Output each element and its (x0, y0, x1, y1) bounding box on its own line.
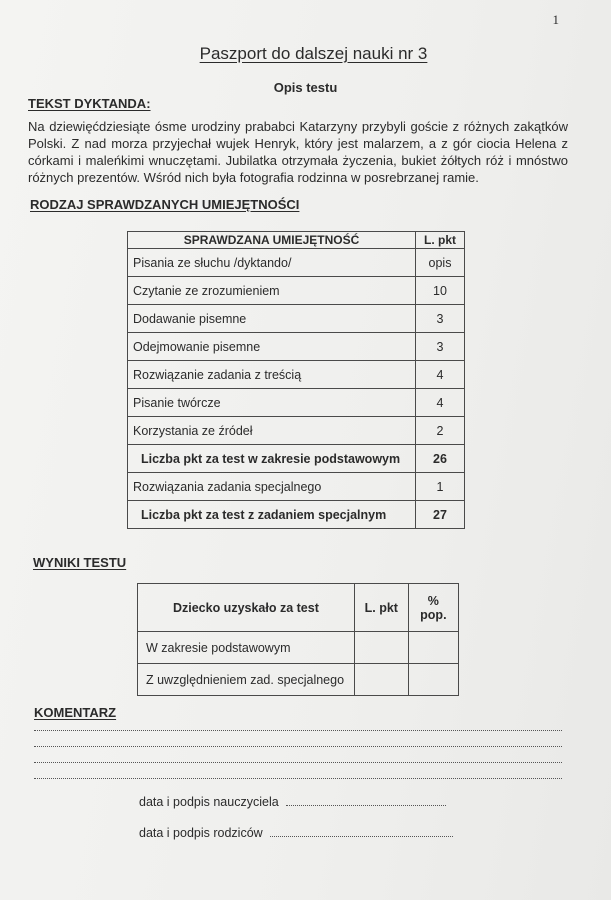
table-row (128, 361, 465, 389)
skills-table-header (128, 232, 465, 249)
skills-column-points: L. pkt (416, 232, 465, 249)
parent-signature-label: data i podpis rodziców (139, 826, 263, 840)
skill-points: 3 (416, 305, 465, 333)
skills-column-skill: SPRAWDZANA UMIEJĘTNOŚĆ (128, 232, 416, 249)
dictation-text: Na dziewięćdziesiąte ósme urodziny prababci Katarzyny przybyli goście z różnych zakątków Polski. Z nad morza przyjechał wujek Henryk, który jest malarzem, a z gór ciocia Helena z córkami i maleńkimi wnuczętami. Jubilatka otrzymała życzenia, bukiet żółtych róż i mnóstwo różnych prezentów. Wśród nich była fotografia rodzinna w posrebrzanej ramie. (28, 119, 568, 185)
table-row (128, 277, 465, 305)
comment-line[interactable] (34, 732, 562, 747)
table-row (138, 632, 459, 664)
table-row (128, 249, 465, 277)
comment-heading: KOMENTARZ (34, 705, 117, 720)
results-table (137, 583, 459, 696)
dictation-heading: TEKST DYKTANDA: (28, 96, 151, 111)
document-subtitle: Opis testu (273, 80, 338, 95)
table-row (128, 473, 465, 501)
skill-name: Odejmowanie pisemne (128, 333, 416, 361)
skill-points: 10 (416, 277, 465, 305)
subtotal-label: Liczba pkt za test w zakresie podstawowym (128, 445, 416, 473)
table-row (138, 664, 459, 696)
document-title (0, 44, 611, 64)
results-column-child: Dziecko uzyskało za test (138, 584, 355, 632)
skill-name: Dodawanie pisemne (128, 305, 416, 333)
result-label: Z uwzględnieniem zad. specjalnego (138, 664, 355, 696)
skill-name: Pisania ze słuchu /dyktando/ (128, 249, 416, 277)
teacher-signature-label: data i podpis nauczyciela (139, 795, 279, 809)
skill-name: Rozwiązanie zadania z treścią (128, 361, 416, 389)
table-row (128, 305, 465, 333)
skill-points: 2 (416, 417, 465, 445)
parent-signature-line[interactable] (270, 826, 453, 837)
result-label: W zakresie podstawowym (138, 632, 355, 664)
result-points-cell[interactable] (354, 664, 408, 696)
result-points-cell[interactable] (354, 632, 408, 664)
table-row (128, 417, 465, 445)
parent-signature (139, 826, 453, 840)
skills-table (127, 231, 465, 529)
teacher-signature-line[interactable] (286, 795, 446, 806)
result-percent-cell[interactable] (408, 632, 458, 664)
table-row (128, 389, 465, 417)
skills-heading: RODZAJ SPRAWDZANYCH UMIEJĘTNOŚCI (30, 197, 300, 212)
results-column-percent-pop: pop. (420, 607, 447, 622)
results-column-percent-sign: % (427, 593, 439, 608)
skill-name: Rozwiązania zadania specjalnego (128, 473, 416, 501)
skill-points: 3 (416, 333, 465, 361)
skill-points: 1 (416, 473, 465, 501)
skill-points: opis (416, 249, 465, 277)
skill-points: 4 (416, 389, 465, 417)
total-label: Liczba pkt za test z zadaniem specjalnym (128, 501, 416, 529)
skill-name: Pisanie twórcze (128, 389, 416, 417)
comment-line[interactable] (34, 716, 562, 731)
comment-line[interactable] (34, 748, 562, 763)
document-title-text: Paszport do dalszej nauki nr 3 (199, 44, 428, 63)
result-percent-cell[interactable] (408, 664, 458, 696)
page-number: 1 (552, 12, 559, 27)
table-row-subtotal (128, 445, 465, 473)
results-heading: WYNIKI TESTU (33, 555, 127, 570)
results-table-header (138, 584, 459, 632)
comment-line[interactable] (34, 764, 562, 779)
results-column-percent (408, 584, 458, 632)
teacher-signature (139, 795, 446, 809)
table-row (128, 333, 465, 361)
total-points: 27 (416, 501, 465, 529)
skill-name: Czytanie ze zrozumieniem (128, 277, 416, 305)
skill-name: Korzystania ze źródeł (128, 417, 416, 445)
table-row-total (128, 501, 465, 529)
results-column-points: L. pkt (354, 584, 408, 632)
skill-points: 4 (416, 361, 465, 389)
subtotal-points: 26 (416, 445, 465, 473)
